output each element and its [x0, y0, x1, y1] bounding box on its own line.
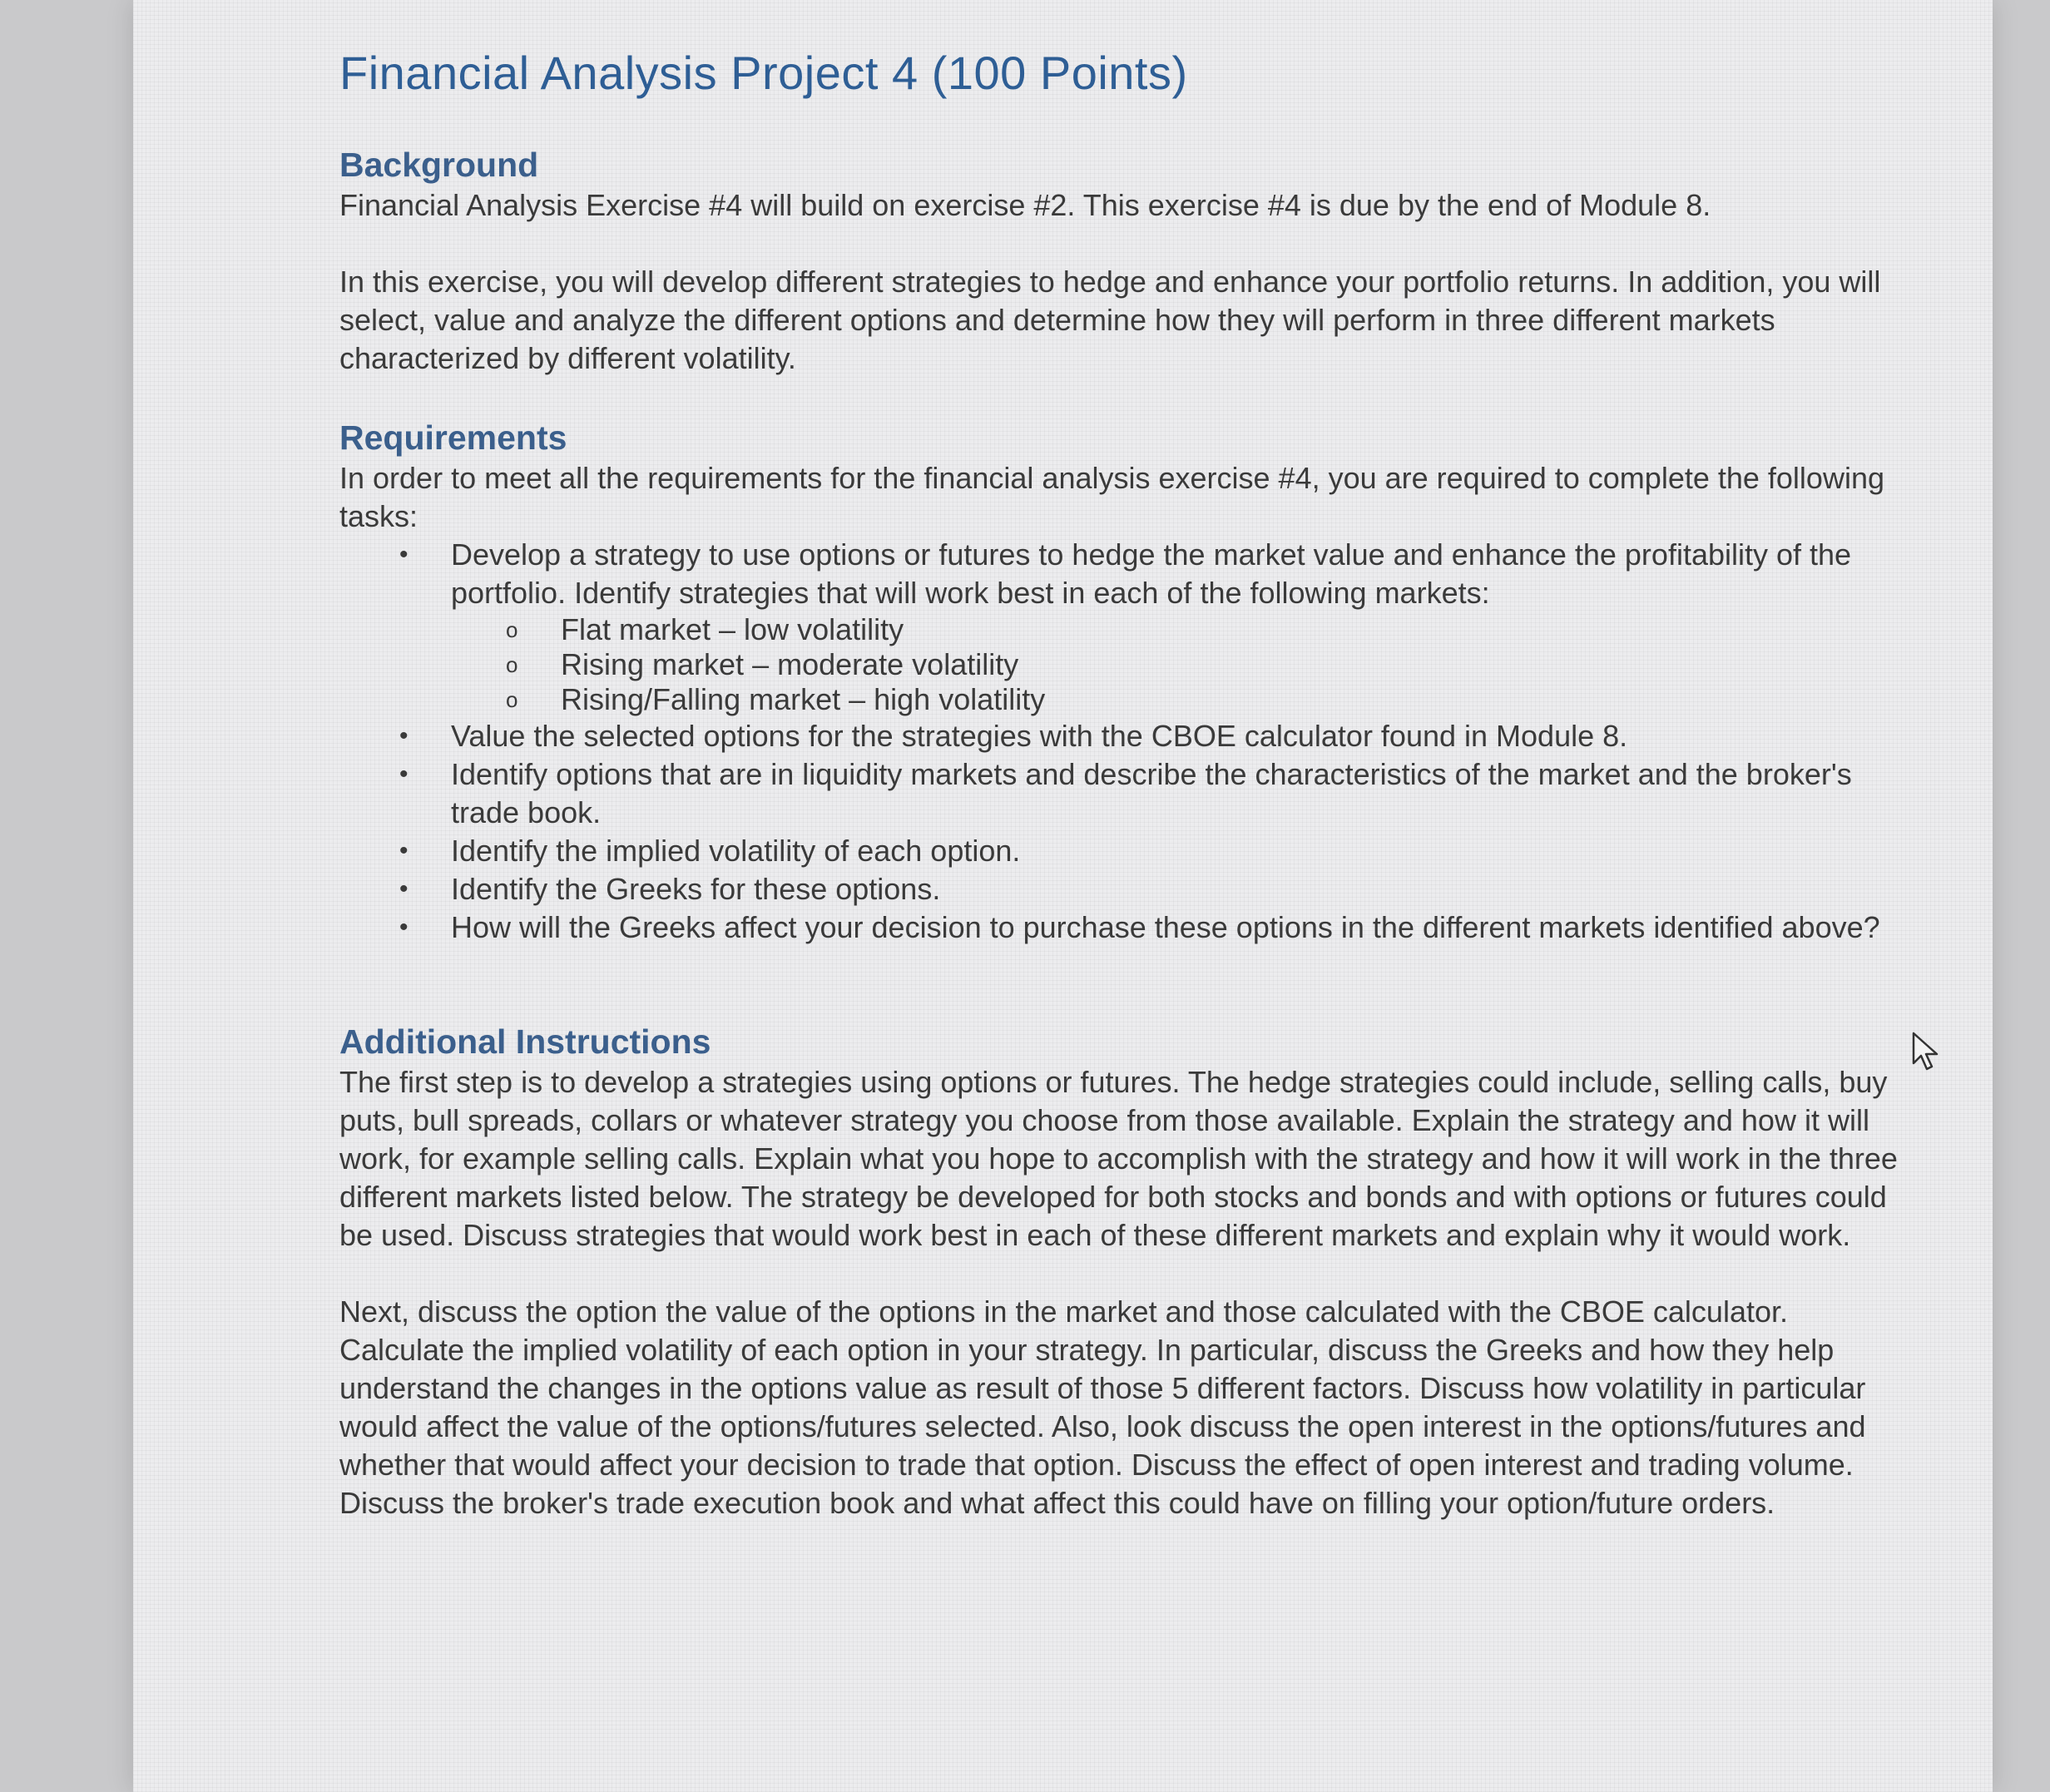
market-subitem	[451, 682, 1904, 717]
bullet-icon: •	[399, 837, 409, 864]
requirement-text: Identify the implied volatility of each option.	[451, 834, 1021, 868]
requirements-list	[339, 536, 1904, 947]
background-heading: Background	[339, 146, 539, 184]
circle-bullet-icon: o	[506, 652, 518, 677]
requirement-text: Value the selected options for the strategies with the CBOE calculator found in Module 8.	[451, 719, 1628, 753]
additional-paragraph-1: The first step is to develop a strategies using options or futures. The hedge strategies could include, selling calls, buy puts, bull spreads, collars or whatever strategy you choose from those available. Explain the strategy and how it will work, for example selling calls. Explain what you hope to accomplish with the strategy and how it will work in the three different markets listed below. The strategy be developed for both stocks and bonds and with options or futures could be used. Discuss strategies that would work best in each of these different markets and explain why it would work.	[339, 1065, 1898, 1252]
bullet-icon: •	[399, 760, 409, 788]
market-subitem	[451, 612, 1904, 647]
requirement-item	[339, 717, 1904, 755]
requirement-item	[339, 536, 1904, 717]
requirement-item	[339, 832, 1904, 870]
document-page	[133, 0, 1993, 1792]
market-subitem	[451, 647, 1904, 682]
page-title: Financial Analysis Project 4 (100 Points)	[339, 47, 1188, 99]
circle-bullet-icon: o	[506, 617, 518, 642]
background-paragraph-2: In this exercise, you will develop different strategies to hedge and enhance your portfolio returns. In addition, you will select, value and analyze the different options and determine how they will perform in three different markets characterized by different volatility.	[339, 265, 1881, 375]
requirements-heading: Requirements	[339, 418, 567, 457]
mouse-cursor-icon	[1910, 1032, 1944, 1073]
requirement-text: Develop a strategy to use options or futures to hedge the market value and enhance the profitability of the portfolio. Identify strategies that will work best in each of the following markets:	[451, 537, 1852, 610]
additional-paragraph-2: Next, discuss the option the value of the options in the market and those calculated with the CBOE calculator. Calculate the implied volatility of each option in your strategy. In particular, discuss the Greeks and how they help understand the changes in the options value as result of those 5 different factors. Discuss how volatility in particular would affect the value of the options/futures selected. Also, look discuss the open interest in the options/futures and whether that would affect your decision to trade that option. Discuss the effect of open interest and trading volume. Discuss the broker's trade execution book and what affect this could have on filling your option/future orders.	[339, 1294, 1866, 1520]
market-text: Rising market – moderate volatility	[561, 647, 1019, 681]
market-text: Flat market – low volatility	[561, 612, 904, 646]
requirement-item	[339, 908, 1904, 947]
bullet-icon: •	[399, 722, 409, 750]
requirement-item	[339, 755, 1904, 832]
bullet-icon: •	[399, 541, 409, 568]
requirement-text: Identify the Greeks for these options.	[451, 872, 941, 906]
document-content	[339, 46, 1904, 1522]
additional-instructions-heading: Additional Instructions	[339, 1022, 711, 1061]
market-text: Rising/Falling market – high volatility	[561, 682, 1046, 716]
background-paragraph-1: Financial Analysis Exercise #4 will build on exercise #2. This exercise #4 is due by the end of Module 8.	[339, 188, 1711, 222]
bullet-icon: •	[399, 875, 409, 903]
bullet-icon: •	[399, 913, 409, 941]
requirement-item	[339, 870, 1904, 908]
circle-bullet-icon: o	[506, 687, 518, 712]
requirement-text: How will the Greeks affect your decision to purchase these options in the different markets identified above?	[451, 910, 1880, 944]
requirements-intro: In order to meet all the requirements for the financial analysis exercise #4, you are required to complete the following tasks:	[339, 461, 1884, 533]
market-sublist	[451, 612, 1904, 717]
requirement-text: Identify options that are in liquidity markets and describe the characteristics of the market and the broker's trade book.	[451, 757, 1852, 829]
